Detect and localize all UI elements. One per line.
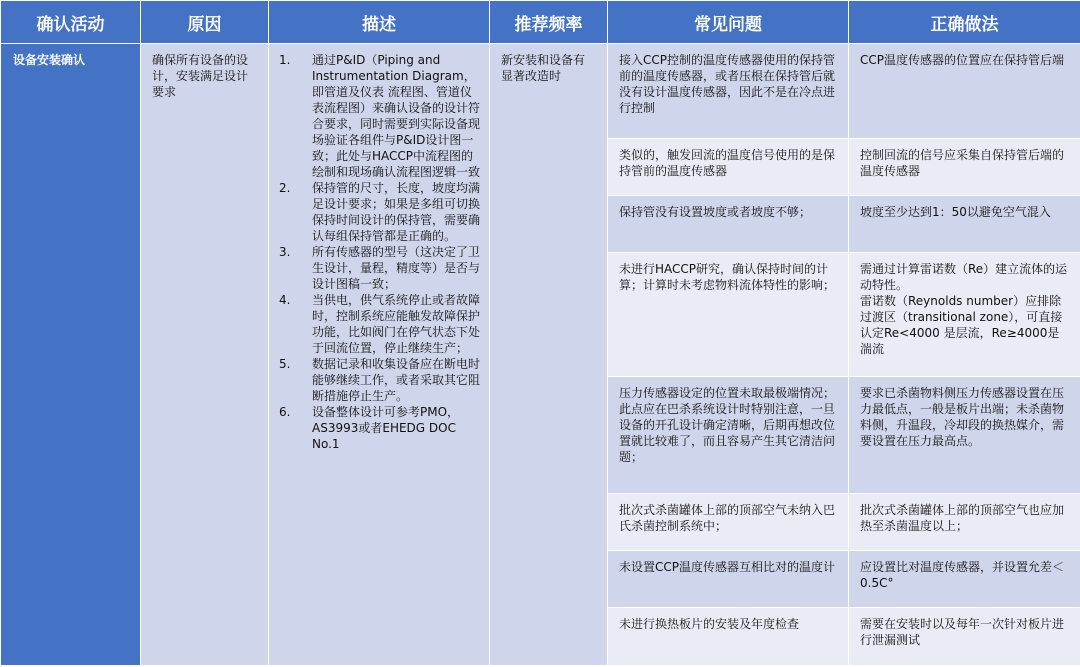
header-row — [1, 1, 1080, 44]
item-text: 所有传感器的型号（这决定了卫生设计，量程，精度等）是否与设计图稿一致； — [312, 245, 481, 291]
item-text: 设备整体设计可参考PMO，AS3993或者EHEDG DOC No.1 — [312, 405, 460, 451]
problem-cell: 未设置CCP温度传感器互相比对的温度计 — [608, 551, 849, 608]
activity-cell: 设备安装确认 — [1, 44, 141, 666]
description-list — [279, 52, 483, 452]
header-frequency: 推荐频率 — [490, 1, 608, 44]
header-common-problems: 常见问题 — [608, 1, 849, 44]
header-reason: 原因 — [141, 1, 269, 44]
description-item — [279, 244, 483, 292]
problem-cell: 批次式杀菌罐体上部的顶部空气未纳入巴氏杀菌控制系统中； — [608, 494, 849, 551]
solution-cell: 批次式杀菌罐体上部的顶部空气也应加热至杀菌温度以上； — [849, 494, 1080, 551]
description-item — [279, 292, 483, 356]
item-number: 1. — [279, 53, 291, 67]
problem-cell: 压力传感器设定的位置未取最极端情况；此点应在巴杀系统设计时特别注意，一旦设备的开孔设计确定清晰，后期再想改位置就比较难了，而且容易产生其它清洁问题； — [608, 377, 849, 494]
solution-cell: CCP温度传感器的位置应在保持管后端 — [849, 44, 1080, 139]
solution-cell: 应设置比对温度传感器，并设置允差＜0.5C° — [849, 551, 1080, 608]
description-item — [279, 356, 483, 404]
frequency-cell: 新安装和设备有显著改造时 — [490, 44, 608, 666]
reason-cell: 确保所有设备的设计，安装满足设计要求 — [141, 44, 269, 666]
item-number: 5. — [279, 357, 291, 371]
solution-cell: 需通过计算雷诺数（Re）建立流体的运动特性。 雷诺数（Reynolds number）应排除过渡区（transitional zone），可直接认定Re<4000 是层流，Re≥4000是湍流 — [849, 253, 1080, 377]
description-item — [279, 52, 483, 180]
item-number: 6. — [279, 405, 291, 419]
item-text: 保持管的尺寸，长度，坡度均满足设计要求；如果是多组可切换保持时间设计的保持管，需要确认每组保持管都是正确的。 — [312, 181, 481, 243]
problem-cell: 接入CCP控制的温度传感器使用的保持管前的温度传感器，或者压根在保持管后就没有设计温度传感器，因此不是在冷点进行控制 — [608, 44, 849, 139]
item-text: 通过P&ID（Piping and Instrumentation Diagram，即管道及仪表 流程图、管道仪表流程图）来确认设备的设计符合要求，同时需要到实际设备现场验证各组件与P&ID设计图一致；此处与HACCP中流程图的绘制和现场确认流程图逻辑一致 — [312, 53, 481, 179]
solution-cell: 要求已杀菌物料侧压力传感器设置在压力最低点，一般是板片出端；未杀菌物料侧，升温段，冷却段的换热媒介，需要设置在压力最高点。 — [849, 377, 1080, 494]
problem-cell: 保持管没有设置坡度或者坡度不够； — [608, 196, 849, 253]
description-item — [279, 180, 483, 244]
item-text: 数据记录和收集设备应在断电时能够继续工作，或者采取其它阻断措施停止生产。 — [312, 357, 481, 403]
item-number: 4. — [279, 293, 291, 307]
header-activity: 确认活动 — [1, 1, 141, 44]
solution-cell: 需要在安装时以及每年一次针对板片进行泄漏测试 — [849, 608, 1080, 666]
problem-cell: 未进行换热板片的安装及年度检查 — [608, 608, 849, 666]
problem-cell: 未进行HACCP研究，确认保持时间的计算；计算时未考虑物料流体特性的影响； — [608, 253, 849, 377]
item-text: 当供电，供气系统停止或者故障时，控制系统应能触发故障保护功能，比如阀门在停气状态下处于回流位置，停止继续生产； — [312, 293, 481, 355]
header-description: 描述 — [269, 1, 490, 44]
solution-cell: 控制回流的信号应采集自保持管后端的温度传感器 — [849, 139, 1080, 196]
item-number: 2. — [279, 181, 291, 195]
header-correct-practice: 正确做法 — [849, 1, 1080, 44]
item-number: 3. — [279, 245, 291, 259]
problem-cell: 类似的，触发回流的温度信号使用的是保持管前的温度传感器 — [608, 139, 849, 196]
description-cell — [269, 44, 490, 666]
table-row — [1, 44, 1080, 139]
description-item — [279, 404, 483, 452]
solution-cell: 坡度至少达到1：50以避免空气混入 — [849, 196, 1080, 253]
